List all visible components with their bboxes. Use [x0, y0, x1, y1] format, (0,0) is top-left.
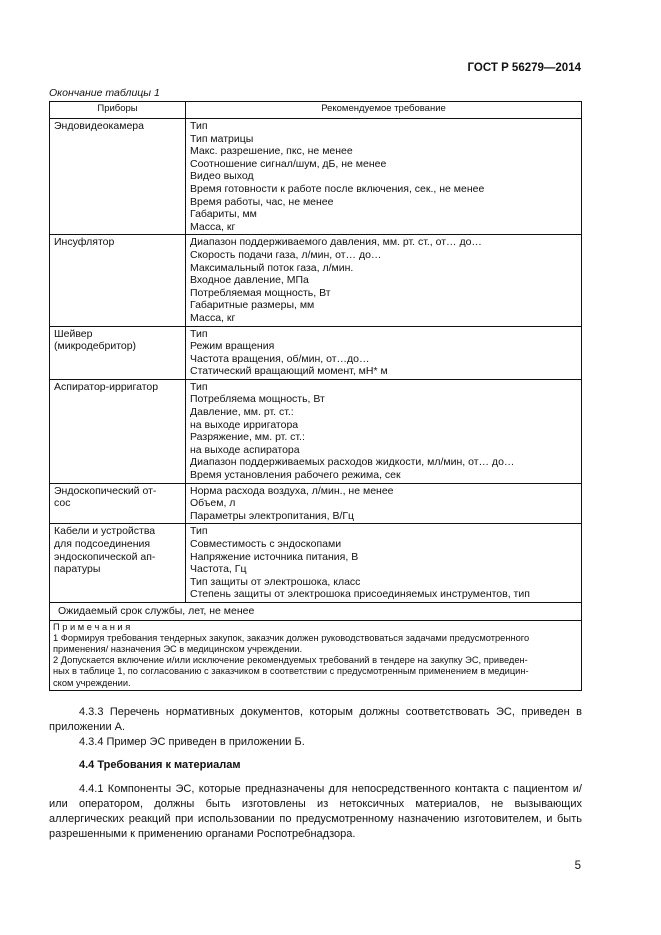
note-line: ском учреждении.: [53, 677, 131, 688]
device-name-line: Кабели и устройства: [54, 525, 156, 538]
service-life-row: [50, 602, 582, 620]
section-4-3: [49, 705, 582, 750]
requirement-line: Потребляема мощность, Вт: [190, 393, 325, 406]
service-life-cell: Ожидаемый срок службы, лет, не менее: [50, 602, 582, 620]
requirement-cell: [186, 119, 582, 235]
device-name-line: для подсоединения: [54, 538, 151, 550]
requirement-line: Скорость подачи газа, л/мин, от… до…: [190, 248, 382, 261]
requirement-line: Габариты, мм: [190, 208, 257, 221]
requirement-line: Норма расхода воздуха, л/мин., не менее: [190, 484, 394, 497]
section-4-4: [49, 782, 582, 842]
device-name-line: (микродебритор): [54, 340, 137, 353]
requirement-line: Габаритные размеры, мм: [190, 299, 315, 312]
requirement-line: Время готовности к работе после включения, сек., не менее: [190, 182, 485, 195]
requirement-line: Частота вращения, об/мин, от…до…: [190, 352, 370, 365]
heading-4-4: 4.4 Требования к материалам: [79, 759, 241, 771]
table-row: [50, 379, 582, 483]
notes-cell: [50, 620, 582, 690]
requirement-cell: [186, 235, 582, 326]
table-row: [50, 235, 582, 326]
requirement-line: Режим вращения: [190, 340, 275, 353]
column-header-requirement: Рекомендуемое требование: [186, 102, 582, 119]
paragraph-4-4-1: 4.4.1 Компоненты ЭС, которые предназначены для непосредственного контакта с пациентом и/или оператором, должны быть изготовлены из нетоксичных материалов, не вызывающих аллергических реакций при использовании по предусмотренному назначению изготовителем, и быть разрешенными к применению органами Роспотребнадзора.: [49, 783, 582, 840]
device-cell: [50, 379, 186, 483]
requirement-line: Макс. разрешение, пкс, не менее: [190, 145, 353, 158]
requirement-line: Совместимость с эндоскопами: [190, 538, 342, 550]
requirement-line: Входное давление, МПа: [190, 274, 309, 287]
device-name-line: эндоскопической ап-: [54, 550, 156, 563]
requirement-line: Статический вращающий момент, мН* м: [190, 365, 388, 378]
table-row: [50, 326, 582, 379]
requirement-line: Параметры электропитания, В/Гц: [190, 509, 355, 522]
table-body: [50, 119, 582, 691]
requirement-line: Диапазон поддерживаемых расходов жидкости, мл/мин, от… до…: [190, 456, 515, 469]
table-row: [50, 483, 582, 524]
requirement-cell: [186, 524, 582, 603]
requirement-line: Тип: [190, 327, 208, 340]
requirement-line: Соотношение сигнал/шум, дБ, не менее: [190, 157, 387, 170]
table-row: [50, 524, 582, 603]
paragraph-4-3-3: 4.3.3 Перечень нормативных документов, которым должны соответствовать ЭС, приведен в приложении А.: [49, 706, 582, 733]
requirement-line: на выходе аспиратора: [190, 443, 300, 456]
requirement-line: Время установления рабочего режима, сек: [190, 469, 401, 482]
requirement-line: Масса, кг: [190, 220, 236, 233]
requirement-cell: [186, 326, 582, 379]
requirement-line: на выходе ирригатора: [190, 418, 299, 431]
requirement-line: Напряжение источника питания, В: [190, 550, 359, 563]
requirements-table: [49, 101, 582, 691]
requirement-line: Тип матрицы: [190, 132, 254, 145]
device-cell: [50, 483, 186, 524]
table-row: [50, 119, 582, 235]
note-line: 1 Формируя требования тендерных закупок, заказчик должен руководствоваться задачами предусмотренного: [53, 632, 530, 643]
requirement-cell: [186, 483, 582, 524]
requirement-line: Степень защиты от электрошока присоединяемых инструментов, тип: [190, 588, 530, 601]
device-name-line: сос: [54, 497, 71, 510]
requirement-line: Тип защиты от электрошока, класс: [190, 575, 361, 588]
requirement-line: Объем, л: [190, 497, 236, 510]
requirement-line: Разряжение, мм. рт. ст.:: [190, 431, 305, 444]
requirement-line: Диапазон поддерживаемого давления, мм. рт. ст., от… до…: [190, 236, 482, 249]
device-name-line: Инсуфлятор: [54, 236, 115, 249]
requirement-line: Масса, кг: [190, 311, 236, 324]
note-line: применения/ назначения ЭС в медицинском учреждении.: [53, 643, 303, 654]
paragraph-4-3-4: 4.3.4 Пример ЭС приведен в приложении Б.: [79, 736, 305, 748]
device-name-line: паратуры: [54, 563, 101, 576]
device-cell: [50, 119, 186, 235]
page-number: 5: [574, 860, 581, 872]
note-line: 2 Допускается включение и/или исключение рекомендуемых требований в тендере на закупку ЭС, приведен-: [53, 655, 528, 666]
device-name-line: Эндовидеокамера: [54, 120, 144, 132]
requirement-line: Видео выход: [190, 170, 254, 183]
requirement-line: Частота, Гц: [190, 563, 247, 576]
table-caption: Окончание таблицы 1: [49, 87, 160, 99]
requirement-line: Давление, мм. рт. ст.:: [190, 406, 294, 419]
standard-code: ГОСТ Р 56279—2014: [467, 62, 581, 74]
notes-title: П р и м е ч а н и я: [53, 621, 131, 632]
column-header-devices: Приборы: [50, 102, 186, 119]
requirement-line: Потребляемая мощность, Вт: [190, 286, 331, 299]
requirement-line: Тип: [190, 525, 208, 538]
device-cell: [50, 326, 186, 379]
requirement-line: Тип: [190, 380, 208, 393]
device-name-line: Эндоскопический от-: [54, 484, 157, 497]
requirement-line: Тип: [190, 120, 208, 132]
requirement-line: Время работы, час, не менее: [190, 195, 334, 208]
device-name-line: Аспиратор-ирригатор: [54, 380, 159, 393]
requirement-cell: [186, 379, 582, 483]
note-line: ных в таблице 1, по согласованию с заказчиком в соответствии с предусмотренным применением в медицин-: [53, 666, 529, 677]
device-cell: [50, 235, 186, 326]
device-name-line: Шейвер: [54, 327, 93, 340]
device-cell: [50, 524, 186, 603]
requirement-line: Максимальный поток газа, л/мин.: [190, 261, 354, 274]
notes-row: [50, 620, 582, 690]
